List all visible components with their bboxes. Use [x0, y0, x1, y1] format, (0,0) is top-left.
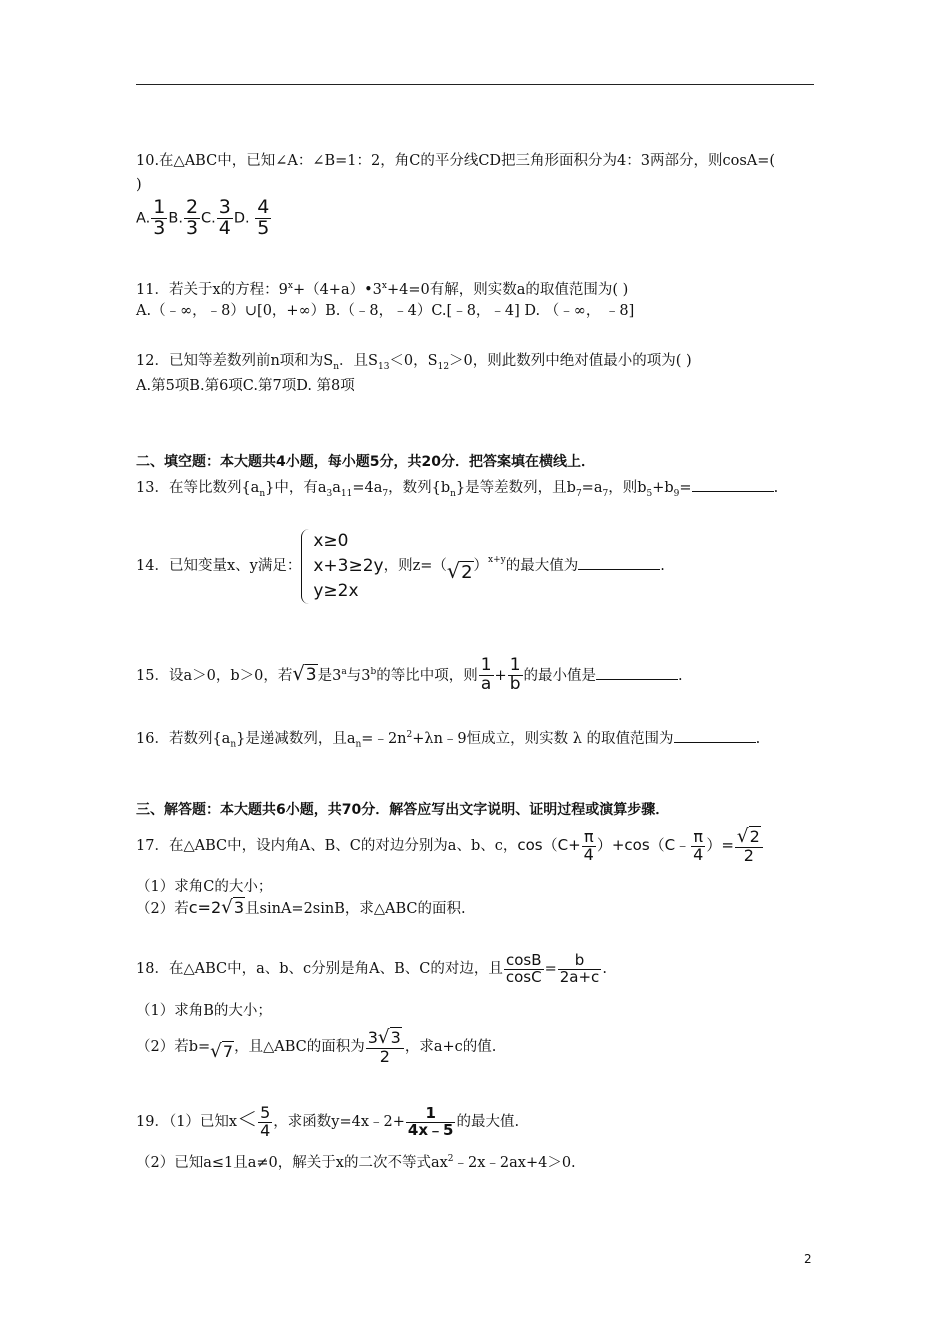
fraction-area: $\frac{3√3}{2}$: [366, 1028, 404, 1065]
answer-blank[interactable]: [578, 555, 660, 570]
fraction-cosb-over-cosc: $\frac{\cos B}{\cos C}$: [505, 950, 542, 986]
q17-part1: （1）求角C的大小；: [136, 879, 273, 895]
q17-text: 17．在△ABC中，设内角A、B、C的对边分别为a、b、c，cos（C+ $\frac{\pi}{4}$ ）+cos（C﹣ $\frac{\pi}{4}$ ）= $\frac{√2}{2}$: [136, 822, 764, 869]
sqrt-3: √3: [221, 897, 245, 918]
q11-stem: 11．若关于x的方程：$9^x+(4+a)•3^x+4=0$有解，则实数a的取值范围为( ): [136, 281, 629, 298]
sqrt-3: √3: [292, 661, 317, 685]
q10-stem: 10.在△ABC中，已知∠A：∠B=1：2，角C的平分线CD把三角形面积分为4：3两部分，则cosA=(: [136, 153, 776, 169]
answer-blank[interactable]: [596, 665, 678, 680]
q16-text: 16．若数列$\{a_n\}$是递减数列，且$a_n=﹣2n^2+\lambda n﹣9$恒成立，则实数 λ 的取值范围为 .: [136, 726, 760, 754]
fraction-pi-over-4: $\frac{\pi}{4}$: [693, 826, 704, 864]
q18-text: 18．在△ABC中，a、b、c分别是角A、B、C的对边，且 $\frac{\cos B}{\cos C}$ = $\frac{b}{2a+c}$ .: [136, 950, 607, 986]
answer-blank[interactable]: [692, 477, 774, 492]
page-number: 2: [804, 1252, 812, 1266]
q12-stem: 12．已知等差数列前n项和为$S_n$．且$S_{13}<0$，$S_{12}>0$，则此数列中绝对值最小的项为( ): [136, 353, 692, 372]
q10-options: A. $\frac{1}{3}$ B. $\frac{2}{3}$ C. $\frac{3}{4}$ D. $\frac{4}{5}$: [136, 196, 270, 239]
q18-part2: （2）若b=√7，且△ABC的面积为 $\frac{3√3}{2}$ ，求a+c的值.: [136, 1024, 496, 1075]
section-2-heading: 二、填空题：本大题共4小题，每小题5分，共20分．把答案填在横线上．: [136, 454, 595, 470]
fraction-5-over-4: $\frac{5}{4}$: [260, 1102, 271, 1140]
fraction-b-over-2a-plus-c: $\frac{b}{2a+c}$: [559, 950, 600, 986]
q19-part1: 19．（1）已知x＜ $\frac{5}{4}$ ，求函数y=4x﹣2+ $\frac{1}{4x﹣5}$ 的最大值.: [136, 1102, 520, 1140]
fraction-1-over-b: $\frac{1}{b}$: [509, 655, 521, 695]
answer-blank[interactable]: [674, 728, 756, 743]
sqrt-7: √7: [210, 1041, 234, 1062]
section-3-heading: 三、解答题：本大题共6小题，共70分．解答应写出文字说明、证明过程或演算步骤．: [136, 802, 670, 818]
q17-part2: （2）若c=2√3且sinA=2sinB，求△ABC的面积.: [136, 897, 466, 918]
option-b-fraction: $\frac{2}{3}$: [185, 196, 199, 239]
constraint-system: x≥0 x+3≥2y y≥2x: [301, 529, 383, 604]
q19-part2: （2）已知a≤1且a≠0，解关于x的二次不等式$ax^2﹣2x﹣2ax+4>0$.: [136, 1154, 576, 1171]
q12-options: A.第5项B.第6项C.第7项D. 第8项: [136, 378, 355, 394]
fraction-1-over-a: $\frac{1}{a}$: [480, 655, 492, 695]
q14-text: 14．已知变量x、y满足： x≥0 x+3≥2y y≥2x ，则$z=(√2)^{x+y}$的最大值为 .: [136, 520, 665, 613]
q15-text: 15．设a＞0，b＞0，若√3是3$^a$与3$^b$的等比中项，则 $\frac{1}{a}$ + $\frac{1}{b}$ 的最小值是 .: [136, 648, 683, 700]
fraction-sqrt2-over-2: $\frac{√2}{2}$: [735, 827, 763, 864]
fraction-1-over-4x-minus-5: $\frac{1}{4x﹣5}$: [407, 1103, 454, 1139]
q11-options: A.（﹣∞，﹣8）∪[0，+∞）B.（﹣8，﹣4）C.[﹣8，﹣4] D. （﹣∞， ﹣8]: [136, 303, 635, 319]
option-d-fraction: $\frac{4}{5}$: [257, 196, 270, 239]
option-a-fraction: $\frac{1}{3}$: [153, 196, 166, 239]
header-rule: [136, 84, 814, 85]
q10-stem-end: ): [136, 177, 142, 193]
option-c-fraction: $\frac{3}{4}$: [218, 196, 231, 239]
q18-part1: （1）求角B的大小；: [136, 1003, 272, 1019]
fraction-pi-over-4: $\frac{\pi}{4}$: [583, 826, 594, 864]
q13-text: 13．在等比数列$\{a_n\}$中，有$a_3a_{11}=4a_7$，数列$\{b_n\}$是等差数列，且$b_7=a_7$，则$b_5+b_9=$ .: [136, 477, 778, 503]
sqrt-2: √2: [446, 559, 473, 583]
